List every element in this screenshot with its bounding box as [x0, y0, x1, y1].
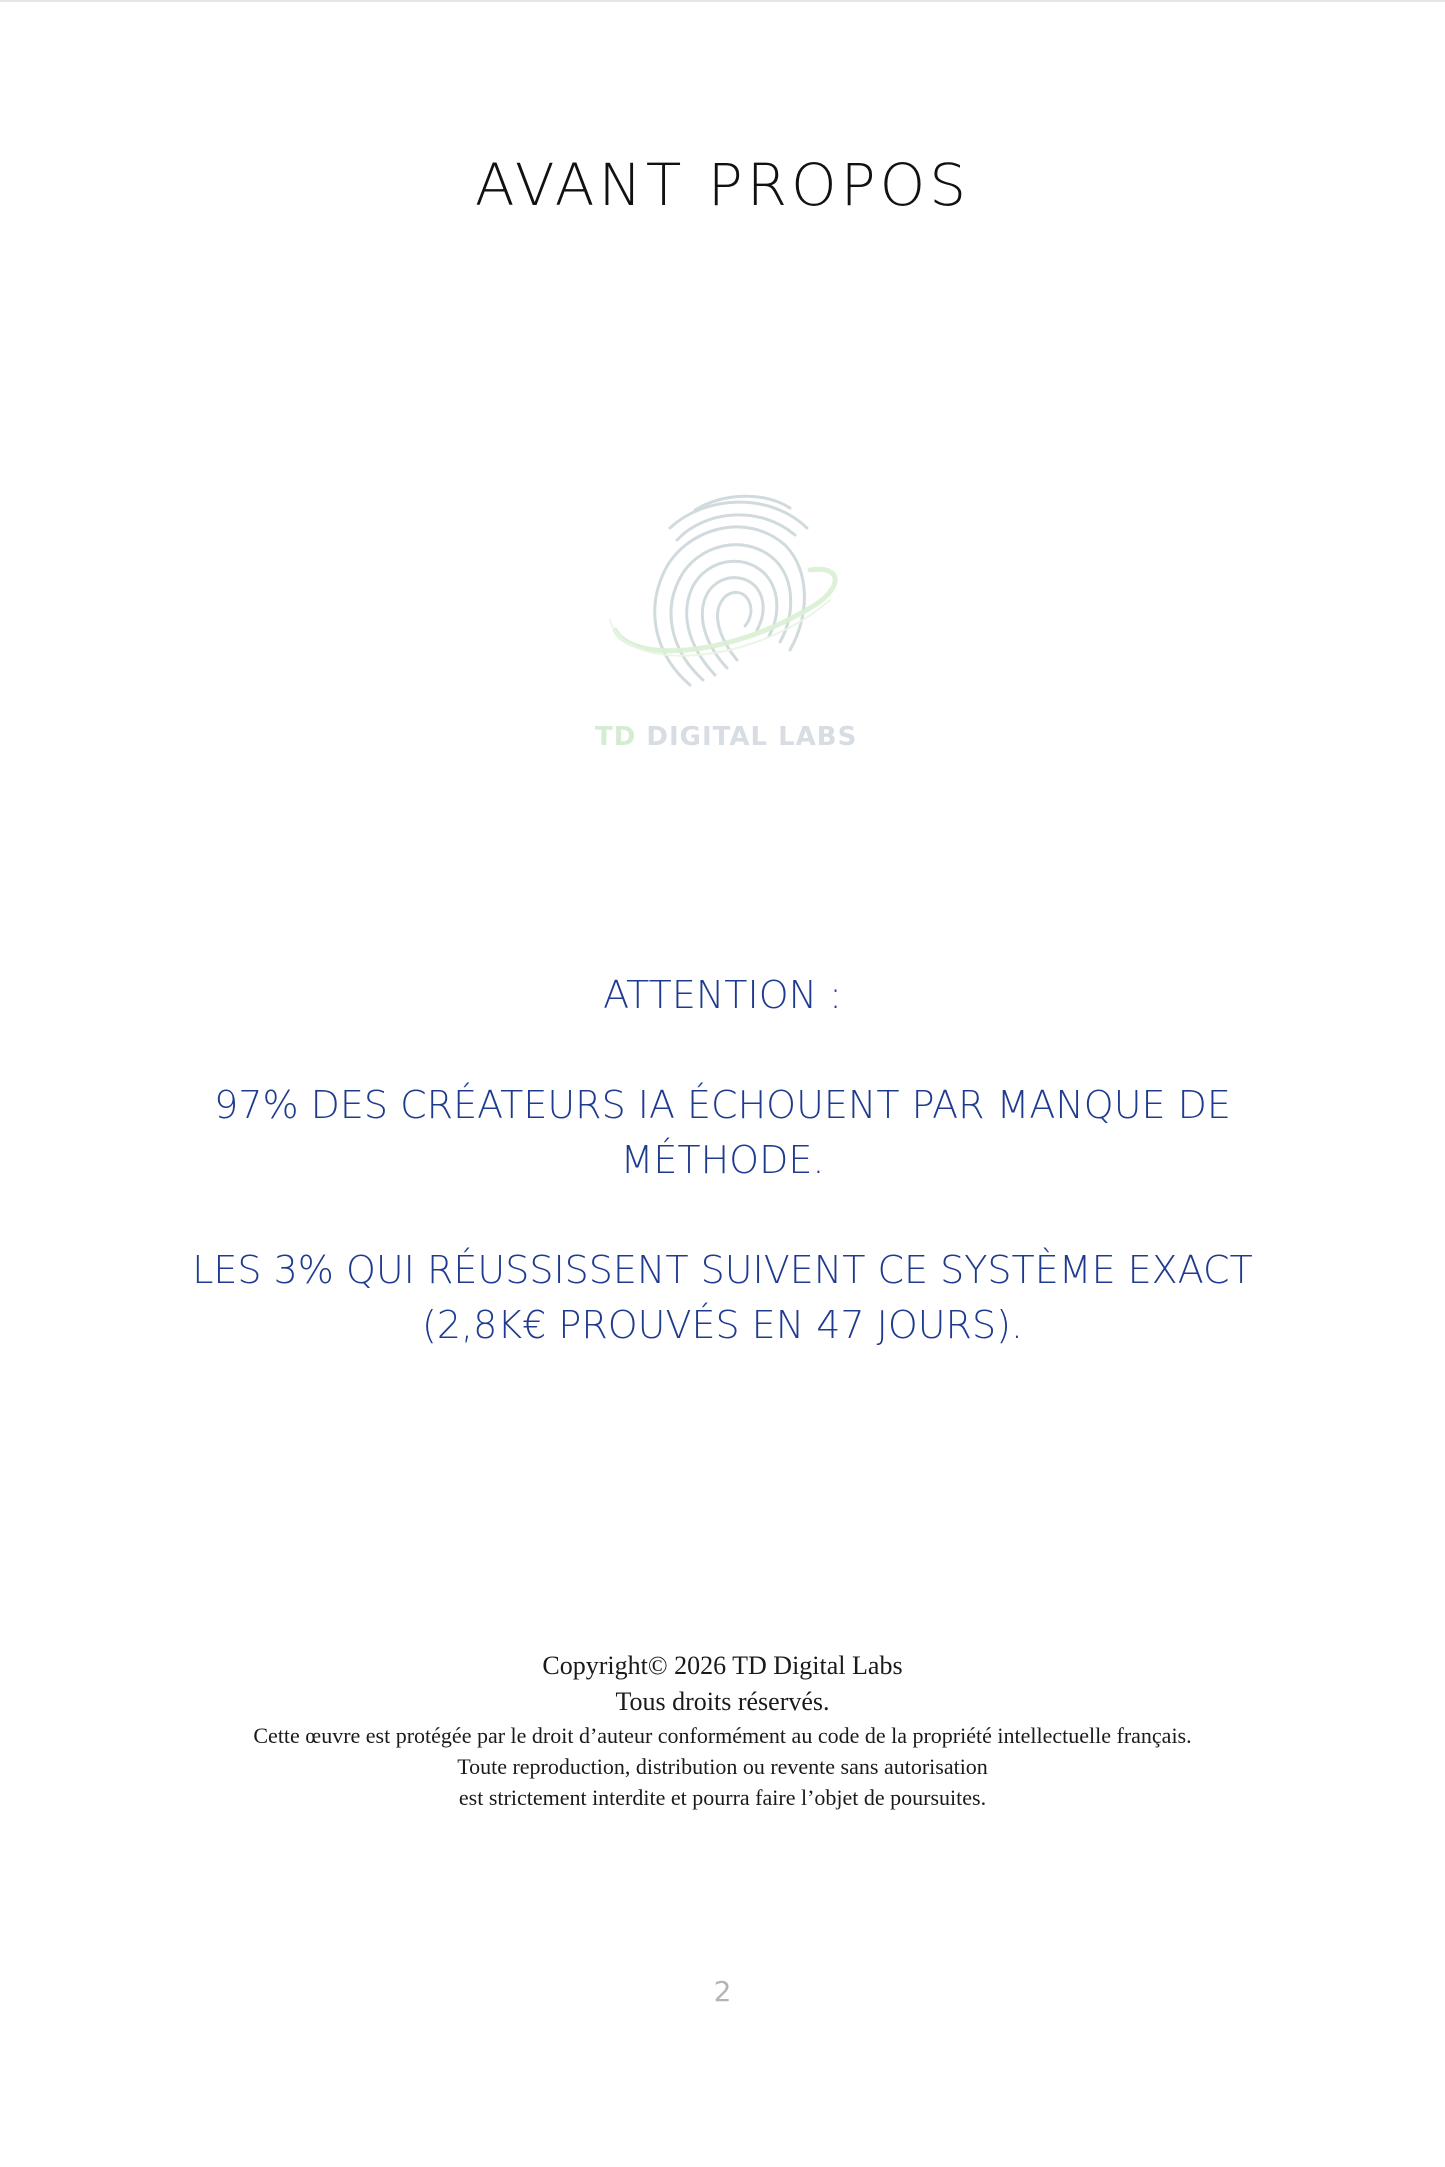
notice-line-1a: 97% DES CRÉATEURS IA ÉCHOUENT PAR MANQUE DE [214, 1083, 1231, 1127]
notice-line-2b: (2,8K€ PROUVÉS EN 47 JOURS). [422, 1303, 1023, 1347]
notice-line-2a: LES 3% QUI RÉUSSISSENT SUIVENT CE SYSTÈME EXACT [192, 1248, 1253, 1292]
page-title: AVANT PROPOS [474, 151, 971, 219]
page-number: 2 [713, 1975, 732, 2008]
td-digital-labs-logo [595, 480, 858, 770]
legal-line-3: est strictement interdite et pourra faire l’objet de poursuites. [458, 1785, 987, 1810]
page-top-border [0, 0, 1445, 2]
logo-digital-labs: DIGITAL LABS [636, 722, 858, 752]
logo-wordmark [595, 722, 858, 752]
copyright-block [0, 1648, 1445, 1813]
attention-notice [150, 968, 1295, 1353]
legal-line-1: Cette œuvre est protégée par le droit d’auteur conformément au code de la propriété intellectuelle français. [253, 1723, 1192, 1748]
notice-heading: ATTENTION : [603, 973, 842, 1017]
copyright-line: Copyright© 2026 TD Digital Labs [542, 1651, 903, 1680]
fingerprint-icon [595, 480, 855, 710]
legal-line-2: Toute reproduction, distribution ou revente sans autorisation [457, 1754, 988, 1779]
notice-line-1b: MÉTHODE. [620, 1138, 825, 1182]
logo-td: TD [595, 722, 637, 752]
rights-reserved-line: Tous droits réservés. [615, 1687, 830, 1716]
